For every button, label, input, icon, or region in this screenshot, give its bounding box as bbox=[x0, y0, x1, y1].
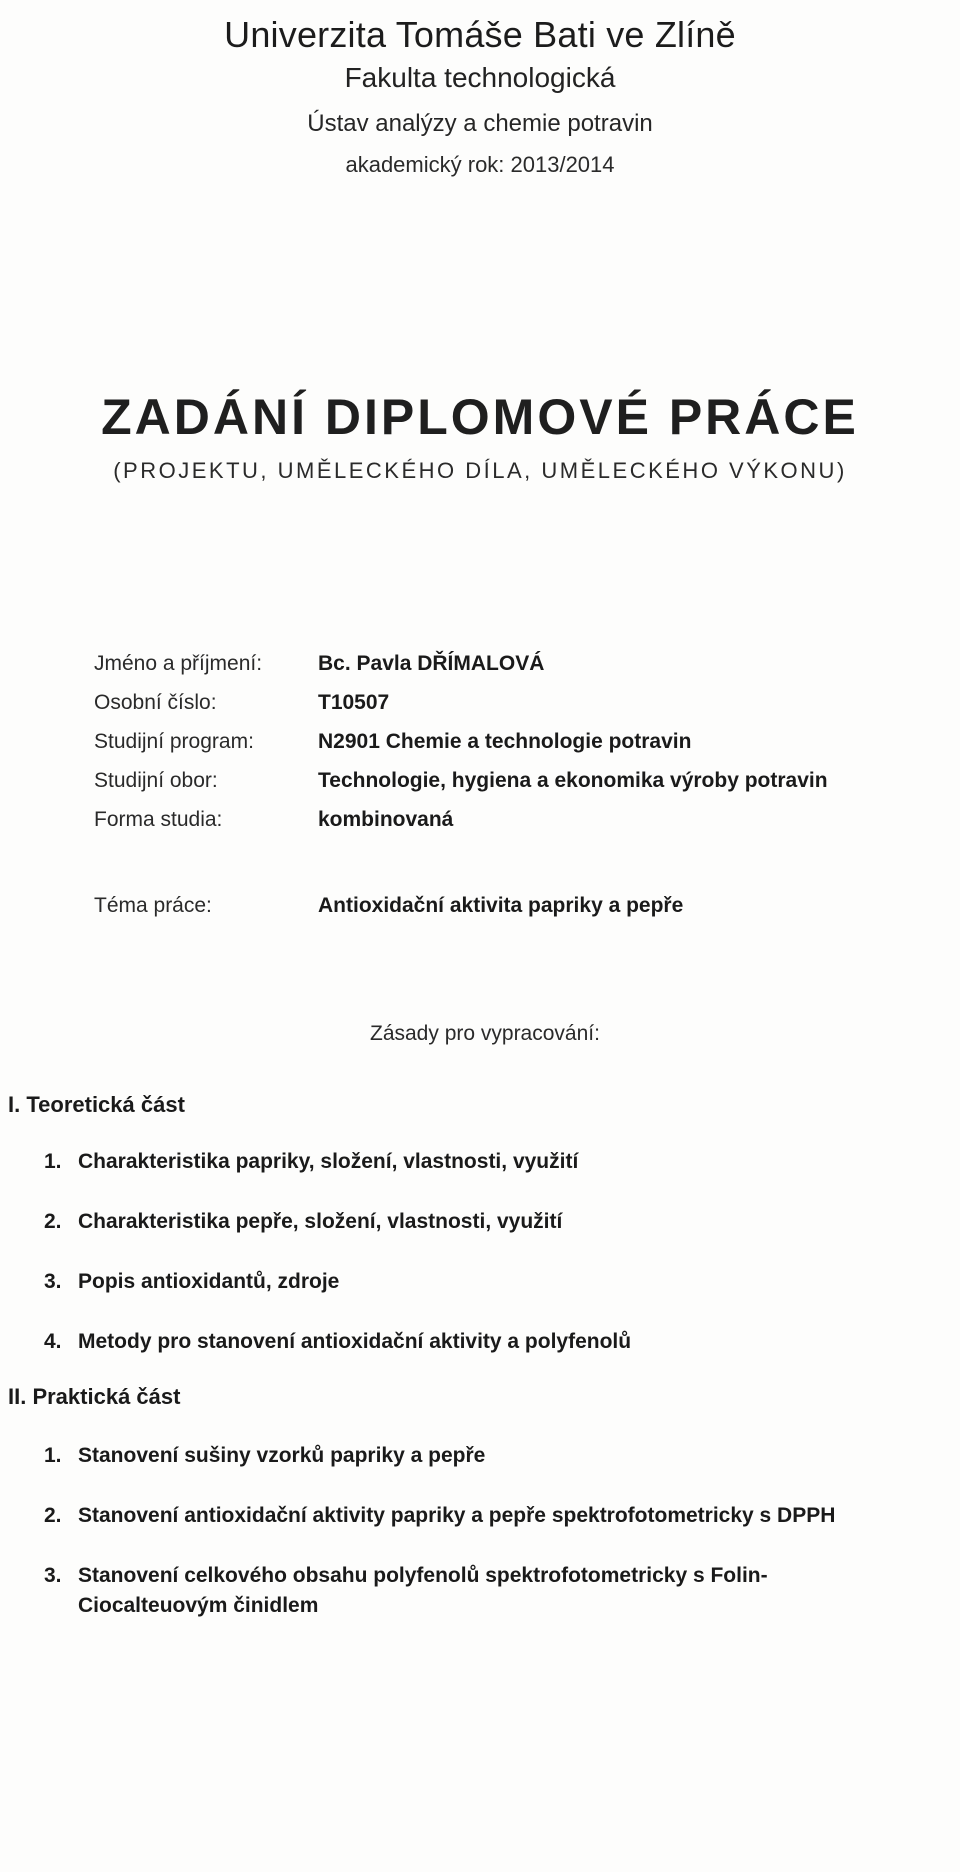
item-text: Charakteristika papriky, složení, vlastnosti, využití bbox=[78, 1150, 579, 1173]
name-value: Bc. Pavla DŘÍMALOVÁ bbox=[318, 652, 545, 675]
faculty-name: Fakulta technologická bbox=[344, 62, 616, 93]
list-item bbox=[44, 1147, 958, 1177]
info-row-form bbox=[94, 808, 934, 847]
info-row-id bbox=[94, 691, 934, 730]
practical-list bbox=[44, 1441, 958, 1621]
field-value: Technologie, hygiena a ekonomika výroby potravin bbox=[318, 769, 828, 792]
academic-year: akademický rok: 2013/2014 bbox=[345, 152, 615, 177]
student-info bbox=[94, 652, 934, 847]
item-number: 1. bbox=[44, 1444, 62, 1467]
item-number: 1. bbox=[44, 1150, 62, 1173]
theme-label: Téma práce: bbox=[94, 894, 212, 917]
theme-row bbox=[94, 894, 683, 918]
item-number: 2. bbox=[44, 1504, 62, 1527]
item-number: 2. bbox=[44, 1210, 62, 1233]
document-title: ZADÁNÍ DIPLOMOVÉ PRÁCE bbox=[101, 389, 859, 445]
institute-name: Ústav analýzy a chemie potravin bbox=[307, 110, 653, 137]
item-text: Stanovení antioxidační aktivity papriky a pepře spektrofotometricky s DPPH bbox=[78, 1504, 836, 1527]
item-number: 4. bbox=[44, 1330, 62, 1353]
program-value: N2901 Chemie a technologie potravin bbox=[318, 730, 692, 753]
id-value: T10507 bbox=[318, 691, 390, 714]
list-item bbox=[44, 1501, 958, 1531]
field-label: Studijní obor: bbox=[94, 769, 218, 792]
item-number: 3. bbox=[44, 1270, 62, 1293]
theme-value: Antioxidační aktivita papriky a pepře bbox=[318, 894, 684, 917]
theoretical-list bbox=[44, 1147, 958, 1357]
item-text: Charakteristika pepře, složení, vlastnosti, využití bbox=[78, 1210, 563, 1233]
info-row-program bbox=[94, 730, 934, 769]
list-item bbox=[44, 1327, 958, 1357]
info-row-field bbox=[94, 769, 934, 808]
section-practical-title: II. Praktická část bbox=[8, 1384, 181, 1409]
principles-heading: Zásady pro vypracování: bbox=[370, 1022, 600, 1045]
item-text: Metody pro stanovení antioxidační aktivity a polyfenolů bbox=[78, 1330, 632, 1353]
form-label: Forma studia: bbox=[94, 808, 223, 831]
program-label: Studijní program: bbox=[94, 730, 254, 753]
list-item bbox=[44, 1561, 958, 1621]
item-number: 3. bbox=[44, 1564, 62, 1587]
section-theoretical-title: I. Teoretická část bbox=[8, 1092, 185, 1117]
item-text: Stanovení sušiny vzorků papriky a pepře bbox=[78, 1444, 486, 1467]
list-item bbox=[44, 1441, 958, 1471]
item-text: Popis antioxidantů, zdroje bbox=[78, 1270, 340, 1293]
name-label: Jméno a příjmení: bbox=[94, 652, 263, 675]
item-text: Stanovení celkového obsahu polyfenolů spektrofotometricky s Folin-Ciocalteuovým činidlem bbox=[78, 1564, 768, 1617]
document-subtitle: (PROJEKTU, UMĚLECKÉHO DÍLA, UMĚLECKÉHO VÝKONU) bbox=[113, 458, 847, 483]
list-item bbox=[44, 1267, 958, 1297]
list-item bbox=[44, 1207, 958, 1237]
info-row-name bbox=[94, 652, 934, 691]
form-value: kombinovaná bbox=[318, 808, 454, 831]
university-name: Univerzita Tomáše Bati ve Zlíně bbox=[224, 14, 736, 55]
id-label: Osobní číslo: bbox=[94, 691, 217, 714]
